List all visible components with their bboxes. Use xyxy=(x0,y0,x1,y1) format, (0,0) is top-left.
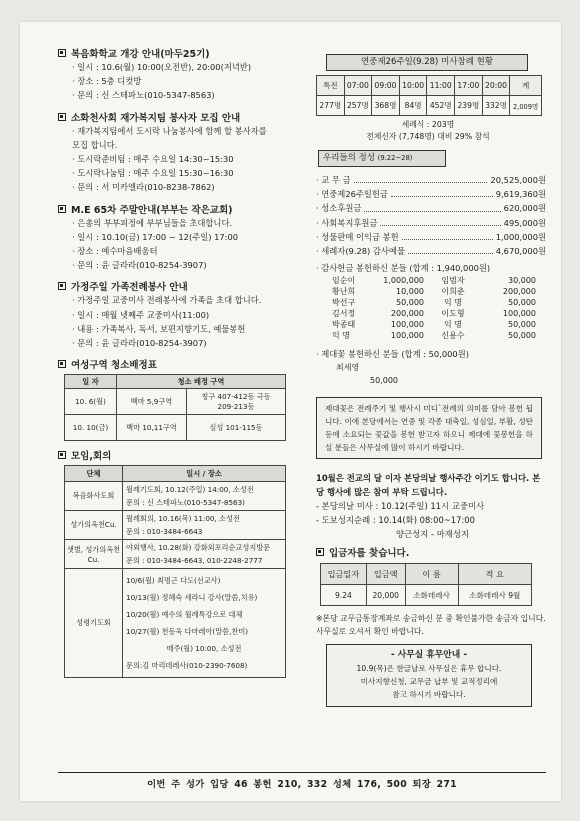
square-bullet-icon xyxy=(58,451,66,459)
table-cell: 9.24 xyxy=(321,585,367,606)
meetings-table xyxy=(64,465,286,678)
mass-time: 09:00 xyxy=(372,76,400,96)
notice-line: 양근성지 - 마재성지 xyxy=(396,529,470,540)
list-item: · 교 무 금 20,525,000원 xyxy=(316,175,546,185)
mass-time: 11:00 xyxy=(427,76,455,96)
meeting-line: 문의 : 신 스테파노(010-5347-8563) xyxy=(126,498,245,508)
info-line: · 장소 : 예수마음배움터 xyxy=(72,246,158,257)
donor-name: 김서정 xyxy=(332,309,356,319)
square-bullet-icon xyxy=(316,548,324,556)
column-header: 적 요 xyxy=(458,564,531,585)
section-title: 모임,회의 xyxy=(71,451,112,463)
section-family-liturgy xyxy=(58,279,310,350)
square-bullet-icon xyxy=(58,113,66,121)
info-line: · 문의 : 윤 글라라(010-8254-3907) xyxy=(72,338,207,349)
meeting-line: 10/27(월) 천동욱 다마레아(말씀,찬미) xyxy=(126,627,249,637)
column-header: 청소 배정 구역 xyxy=(117,375,286,389)
donor-amount: 10,000 xyxy=(396,287,424,297)
info-line: · 장소 : 5층 디컷방 xyxy=(72,76,142,87)
info-line: · 내용 : 가족복사, 독서, 보편지향기도, 예물봉헌 xyxy=(72,323,246,334)
group-name: 샛별, 성가의옥천Cu. xyxy=(65,540,123,569)
list-item: · 성물판매 이익금 봉헌 1,000,000원 xyxy=(316,231,546,242)
column-header: 일시 / 장소 xyxy=(123,466,286,482)
donor-name: 신용수 xyxy=(441,331,465,341)
info-line: 모집 합니다. xyxy=(72,139,118,150)
flower-donor xyxy=(332,361,546,387)
meeting-line: 야외행사, 10.28(화) 강화외포리순교성지방문 xyxy=(126,543,271,553)
table-cell: 10. 10(금) xyxy=(65,415,117,441)
table-cell: 백마 10,11구역 xyxy=(117,415,187,441)
donor-name: 박선구 xyxy=(332,298,356,308)
notice-line: - 도보성지순례 : 10.14(화) 08:00~17:00 xyxy=(316,515,475,526)
section-meetings xyxy=(58,448,310,678)
holiday-line: 참고 하시기 바랍니다. xyxy=(392,690,466,700)
attendance-count: 257명 xyxy=(344,96,372,116)
donor-name: 익 명 xyxy=(444,298,462,308)
info-line: · 일시 : 10.10(금) 17:00 ~ 12(주일) 17:00 xyxy=(72,231,238,242)
square-bullet-icon xyxy=(58,205,66,213)
section-title: 소화천사회 재가복지팀 봉사자 모집 안내 xyxy=(71,112,241,124)
holiday-line: 10.9(목)은 한글날로 사무실은 휴무 합니다. xyxy=(356,664,502,674)
holiday-line: 미사지향신청, 교무금 납부 및 교적정리에 xyxy=(360,677,498,687)
info-line: · 일시 : 매월 넷째주 교중미사(11:00) xyxy=(72,309,210,320)
donor-amount: 50,000 xyxy=(508,331,536,341)
square-bullet-icon xyxy=(58,282,66,290)
notice-heading: 10월은 전교의 달 이자 본당의날 행사주간 이기도 합니다. 본당 행사에 많은 참여 부탁 드립니다. xyxy=(316,473,541,498)
section-title: 복음화학교 개강 안내(마두25기) xyxy=(71,49,210,60)
column-header: 입금액 xyxy=(366,564,405,585)
attendance-summary: 전체신자 (7,748명) 대비 29% 참석 xyxy=(366,132,490,141)
table-row xyxy=(317,96,542,116)
list-item: · 연중제26주일헌금 9,619,360원 xyxy=(316,189,546,200)
bulletin-page xyxy=(20,22,561,801)
left-column xyxy=(58,46,310,685)
donor-amount: 30,000 xyxy=(508,276,536,286)
mass-time: 특전 xyxy=(317,76,345,96)
donor-amount: 50,000 xyxy=(508,320,536,330)
table-header-row xyxy=(321,564,532,585)
section-me-weekend xyxy=(58,202,310,273)
altar-flower-note: 제대꽃은 전례주기 및 행사시 미디`전례의 의미를 담아 봉헌 됩니다. 이에 본당에서는 연중 및 각종 대축일, 성심일, 부활, 성탄 등에 소요되는 꽃값을 봉헌 받고자 하오니 제대에 꽃봉헌을 하실 분들은 사무실에 많이 하시기 바랍니다. xyxy=(316,397,542,459)
table-cell: 소화데레사 xyxy=(405,585,458,606)
table-row xyxy=(317,76,542,96)
right-column xyxy=(310,54,546,707)
column-header: 단체 xyxy=(65,466,123,482)
attendance-count: 452명 xyxy=(427,96,455,116)
section-title: M.E 65차 주말안내(부부는 작은교회) xyxy=(71,204,233,216)
donor-name: 이희춘 xyxy=(441,287,465,297)
attendance-count: 277명 xyxy=(317,96,345,116)
table-header-row xyxy=(65,466,286,482)
meeting-line: 월례회의, 10.16(목) 11:00, 소성전 xyxy=(126,514,240,524)
table-cell: 백마 5,9구역 xyxy=(117,389,187,415)
table-row xyxy=(65,389,286,415)
section-title: 여성구역 청소배정표 xyxy=(71,360,157,372)
donor-name: 이도형 xyxy=(441,309,465,319)
attendance-count: 2,009명 xyxy=(510,96,542,116)
table-row xyxy=(65,511,286,540)
table-row xyxy=(321,585,532,606)
info-line: · 재가복지팀에서 도시락 나눔봉사에 함께 할 봉사자를 xyxy=(72,125,267,136)
table-cell: 소화데레사 9월 xyxy=(458,585,531,606)
info-line: · 일시 : 10.6(월) 10:00(오전반), 20:00(저녁반) xyxy=(72,62,252,72)
donor-name: 임범자 xyxy=(441,276,465,286)
info-line: · 문의 : 신 스테파노(010-5347-8563) xyxy=(72,90,215,101)
attendance-count: 368명 xyxy=(372,96,400,116)
list-item: · 성소후원금 620,000원 xyxy=(316,203,546,214)
table-row xyxy=(65,540,286,569)
attendance-table xyxy=(316,75,542,116)
donor-amount: 50,000 xyxy=(508,298,536,308)
group-name: 복음화사도회 xyxy=(65,482,123,511)
payer-note: ※본당 교무금통장계좌로 송금하신 분 중 확인불가한 송금자 입니다. 사무실로 오셔서 확인 바랍니다. xyxy=(316,614,546,637)
donor-amount: 200,000 xyxy=(390,309,424,319)
payer-table xyxy=(320,563,532,606)
meeting-line: 문의:김 마리데레사(010-2390-7608) xyxy=(126,661,248,671)
list-item: · 세례자(9.28) 감사예물 4,670,000원 xyxy=(316,246,546,257)
meeting-line: 10/20(월) 예수의 월례특강으로 대체 xyxy=(126,610,243,620)
donor-amount: 50,000 xyxy=(370,376,398,386)
mass-time: 20:00 xyxy=(482,76,510,96)
section-title: 입금자를 찾습니다. xyxy=(329,548,410,560)
list-item: · 사회복지후원금 495,000원 xyxy=(316,217,546,228)
table-header-row xyxy=(65,375,286,389)
holiday-title: - 사무실 휴무안내 - xyxy=(391,650,467,661)
column-header: 입금일자 xyxy=(321,564,367,585)
office-holiday-box xyxy=(326,644,532,707)
donor-name: 익 명 xyxy=(332,331,350,341)
info-line: · 도시락준비팀 : 매주 수요일 14:30~15:30 xyxy=(72,154,234,165)
section-school xyxy=(58,46,310,103)
table-cell: 20,000 xyxy=(366,585,405,606)
table-row xyxy=(65,415,286,441)
attendance-summary: 세례식 : 203명 xyxy=(401,120,455,129)
offering-title: 우리들의 정성 (9.22~28) xyxy=(318,150,446,167)
table-row xyxy=(65,482,286,511)
mass-time: 07:00 xyxy=(344,76,372,96)
donor-amount: 1,000,000 xyxy=(383,276,424,286)
section-title: 가정주일 가족전례봉사 안내 xyxy=(71,282,188,294)
donor-amount: 100,000 xyxy=(502,309,536,319)
offering-period: (9.22~28) xyxy=(377,154,413,162)
info-line: · 도시락나눔팀 : 매주 수요일 15:30~16:30 xyxy=(72,168,234,179)
october-notice xyxy=(316,471,546,541)
attendance-count: 84명 xyxy=(399,96,427,116)
info-line: · 은총의 부부피정에 부부님들을 초대합니다. xyxy=(72,217,233,228)
attendance-count: 239명 xyxy=(455,96,483,116)
donor-amount: 100,000 xyxy=(390,331,424,341)
table-row xyxy=(65,569,286,678)
meeting-line: 월례기도회, 10.12(주일) 14:00, 소성전 xyxy=(126,485,254,495)
meeting-line: 매주(월) 10:00, 소성전 xyxy=(166,644,242,654)
donor-amount: 200,000 xyxy=(502,287,536,297)
table-cell: 칭구 407-412동 극동 209-213동 xyxy=(187,389,286,415)
mass-time: 계 xyxy=(510,76,542,96)
donor-name: 임순이 xyxy=(332,276,356,286)
donor-name: 최세영 xyxy=(336,363,360,373)
mass-time: 10:00 xyxy=(399,76,427,96)
meeting-line: 문의 : 010-3484-6643 xyxy=(126,527,203,537)
donor-amount: 50,000 xyxy=(396,298,424,308)
cleaning-table xyxy=(64,374,286,441)
meeting-line: 10/13(월) 정혜숙 세라니 강사(말씀,치유) xyxy=(126,593,258,603)
section-volunteer xyxy=(58,110,310,195)
info-line: · 가정주일 교중미사 전례봉사에 가족을 초대 합니다. xyxy=(72,295,262,306)
donor-list xyxy=(332,275,546,341)
notice-line: - 본당의날 미사 : 10.12(주일) 11시 교중미사 xyxy=(316,501,485,512)
meeting-line: 문의 : 010-3484-6643, 010-2248-2777 xyxy=(126,556,263,566)
group-name: 성가의옥천Cu. xyxy=(65,511,123,540)
section-cleaning xyxy=(58,357,310,441)
mass-time: 17:00 xyxy=(455,76,483,96)
square-bullet-icon xyxy=(58,360,66,368)
info-line: · 문의 : 서 미카엘라(010-8238-7862) xyxy=(72,182,215,193)
donor-name: 박종태 xyxy=(332,320,356,330)
group-name: 성령기도회 xyxy=(65,569,123,678)
column-header: 일 자 xyxy=(65,375,117,389)
thanks-title: · 감사헌금 봉헌하신 분들 (합계 : 1,940,000원) xyxy=(316,263,491,274)
attendance-title: 연중제26주일(9.28) 미사참례 현황 xyxy=(326,54,528,71)
column-header: 이 름 xyxy=(405,564,458,585)
donor-amount: 100,000 xyxy=(390,320,424,330)
table-cell: 심성 101-115동 xyxy=(187,415,286,441)
square-bullet-icon xyxy=(58,49,66,57)
offering-list xyxy=(310,173,546,258)
flower-title: · 제대꽃 봉헌하신 분들 (합계 : 50,000원) xyxy=(316,349,469,360)
table-cell: 10. 6(월) xyxy=(65,389,117,415)
attendance-count: 332명 xyxy=(482,96,510,116)
meeting-line: 10/6(월) 최명근 다도(선교사) xyxy=(126,576,221,586)
hymn-footer: 이번 주 성가 입당 46 봉헌 210, 332 성체 176, 500 퇴장 271 xyxy=(58,772,546,790)
donor-name: 익 명 xyxy=(444,320,462,330)
donor-name: 황난희 xyxy=(332,287,356,297)
info-line: · 문의 : 윤 글라라(010-8254-3907) xyxy=(72,260,207,271)
